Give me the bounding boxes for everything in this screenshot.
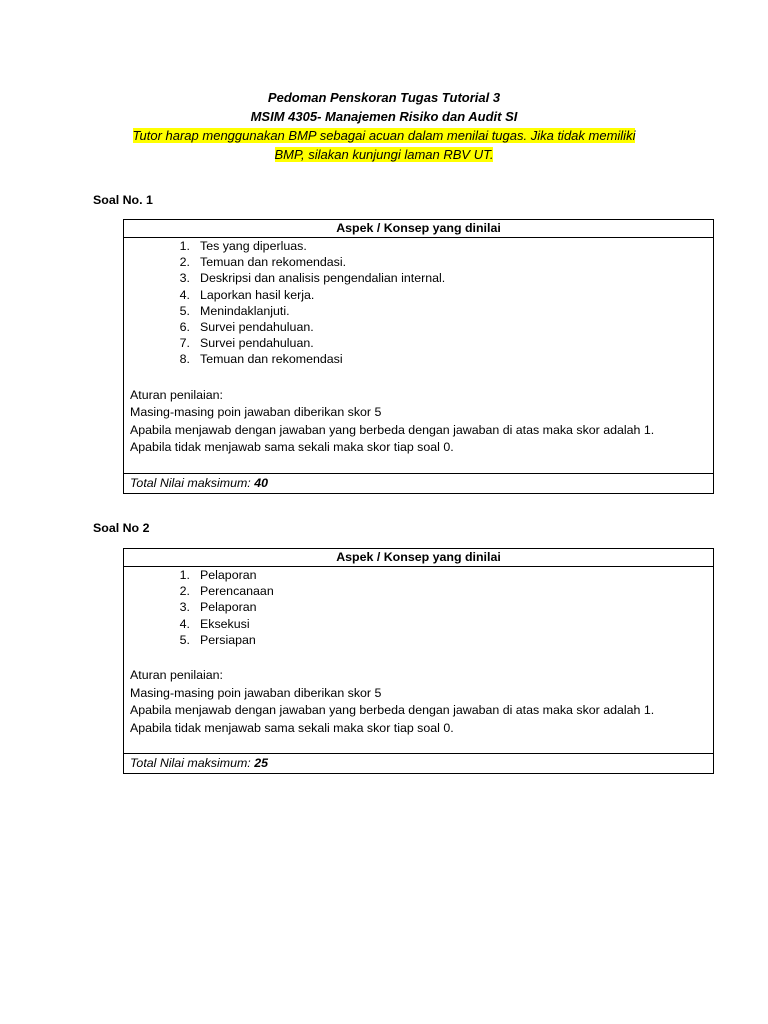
aspect-list [174, 567, 707, 648]
soal-1-rubric-table [123, 219, 714, 494]
list-item [174, 616, 707, 632]
list-item [174, 632, 707, 648]
total-value: 25 [254, 756, 268, 770]
list-item-number: 6. [179, 320, 190, 335]
rule-1: Masing-masing poin jawaban diberikan skor 5 [130, 685, 382, 700]
scoring-rules [130, 387, 707, 457]
list-item-text: Survei pendahuluan. [200, 336, 314, 351]
list-item-number: 5. [179, 303, 190, 318]
rule-3: Apabila tidak menjawab sama sekali maka skor tiap soal 0. [130, 720, 454, 735]
soal-1-heading: Soal No. 1 [93, 193, 153, 207]
list-item-number: 7. [179, 336, 190, 351]
total-value: 40 [254, 476, 268, 490]
rubric-body [124, 238, 713, 457]
total-label: Total Nilai maksimum: [130, 756, 251, 770]
list-item-text: Pelaporan [200, 600, 257, 615]
total-score-row [124, 753, 713, 773]
list-item-number: 1. [179, 239, 190, 253]
list-item [174, 351, 707, 367]
list-item [174, 303, 707, 319]
list-item-number: 4. [179, 616, 190, 631]
list-item-text: Eksekusi [200, 616, 250, 631]
rubric-header: Aspek / Konsep yang dinilai [124, 220, 713, 238]
list-item-number: 2. [179, 255, 190, 270]
list-item-text: Laporkan hasil kerja. [200, 287, 315, 302]
list-item-text: Menindaklanjuti. [200, 303, 290, 318]
soal-2-heading: Soal No 2 [93, 521, 150, 535]
rules-title: Aturan penilaian: [130, 387, 223, 402]
total-score-row [124, 473, 713, 493]
tutor-note-line-1: Tutor harap menggunakan BMP sebagai acuan dalam menilai tugas. Jika tidak memiliki [132, 128, 636, 143]
list-item [174, 583, 707, 599]
list-item-text: Pelaporan [200, 568, 257, 582]
rules-title: Aturan penilaian: [130, 668, 223, 683]
list-item-text: Deskripsi dan analisis pengendalian internal. [200, 271, 446, 286]
list-item-text: Tes yang diperluas. [200, 239, 307, 253]
rule-1: Masing-masing poin jawaban diberikan skor 5 [130, 405, 382, 420]
list-item-number: 2. [179, 584, 190, 599]
list-item-text: Persiapan [200, 632, 256, 647]
list-item [174, 335, 707, 351]
list-item [174, 287, 707, 303]
list-item [174, 599, 707, 615]
list-item-text: Perencanaan [200, 584, 274, 599]
rule-3: Apabila tidak menjawab sama sekali maka skor tiap soal 0. [130, 440, 454, 455]
list-item-number: 5. [179, 632, 190, 647]
list-item-number: 8. [179, 352, 190, 367]
list-item [174, 319, 707, 335]
rubric-body [124, 567, 713, 737]
list-item [174, 567, 707, 583]
list-item-number: 3. [179, 600, 190, 615]
scoring-rules [130, 667, 707, 737]
list-item-number: 4. [179, 287, 190, 302]
rule-2: Apabila menjawab dengan jawaban yang berbeda dengan jawaban di atas maka skor adalah 1. [130, 422, 655, 437]
tutor-note-line-2: BMP, silakan kunjungi laman RBV UT. [274, 147, 494, 162]
rubric-header: Aspek / Konsep yang dinilai [124, 549, 713, 567]
document-title-block [0, 88, 768, 164]
list-item-text: Survei pendahuluan. [200, 320, 314, 335]
list-item-text: Temuan dan rekomendasi [200, 352, 343, 367]
rule-2: Apabila menjawab dengan jawaban yang berbeda dengan jawaban di atas maka skor adalah 1. [130, 703, 655, 718]
list-item [174, 270, 707, 286]
list-item-text: Temuan dan rekomendasi. [200, 255, 347, 270]
title-line-1: Pedoman Penskoran Tugas Tutorial 3 [267, 90, 501, 105]
title-line-2: MSIM 4305- Manajemen Risiko dan Audit SI [250, 109, 518, 124]
list-item [174, 238, 707, 254]
soal-2-rubric-table [123, 548, 714, 774]
list-item-number: 1. [179, 568, 190, 582]
list-item-number: 3. [179, 271, 190, 286]
aspect-list [174, 238, 707, 368]
total-label: Total Nilai maksimum: [130, 476, 251, 490]
list-item [174, 254, 707, 270]
